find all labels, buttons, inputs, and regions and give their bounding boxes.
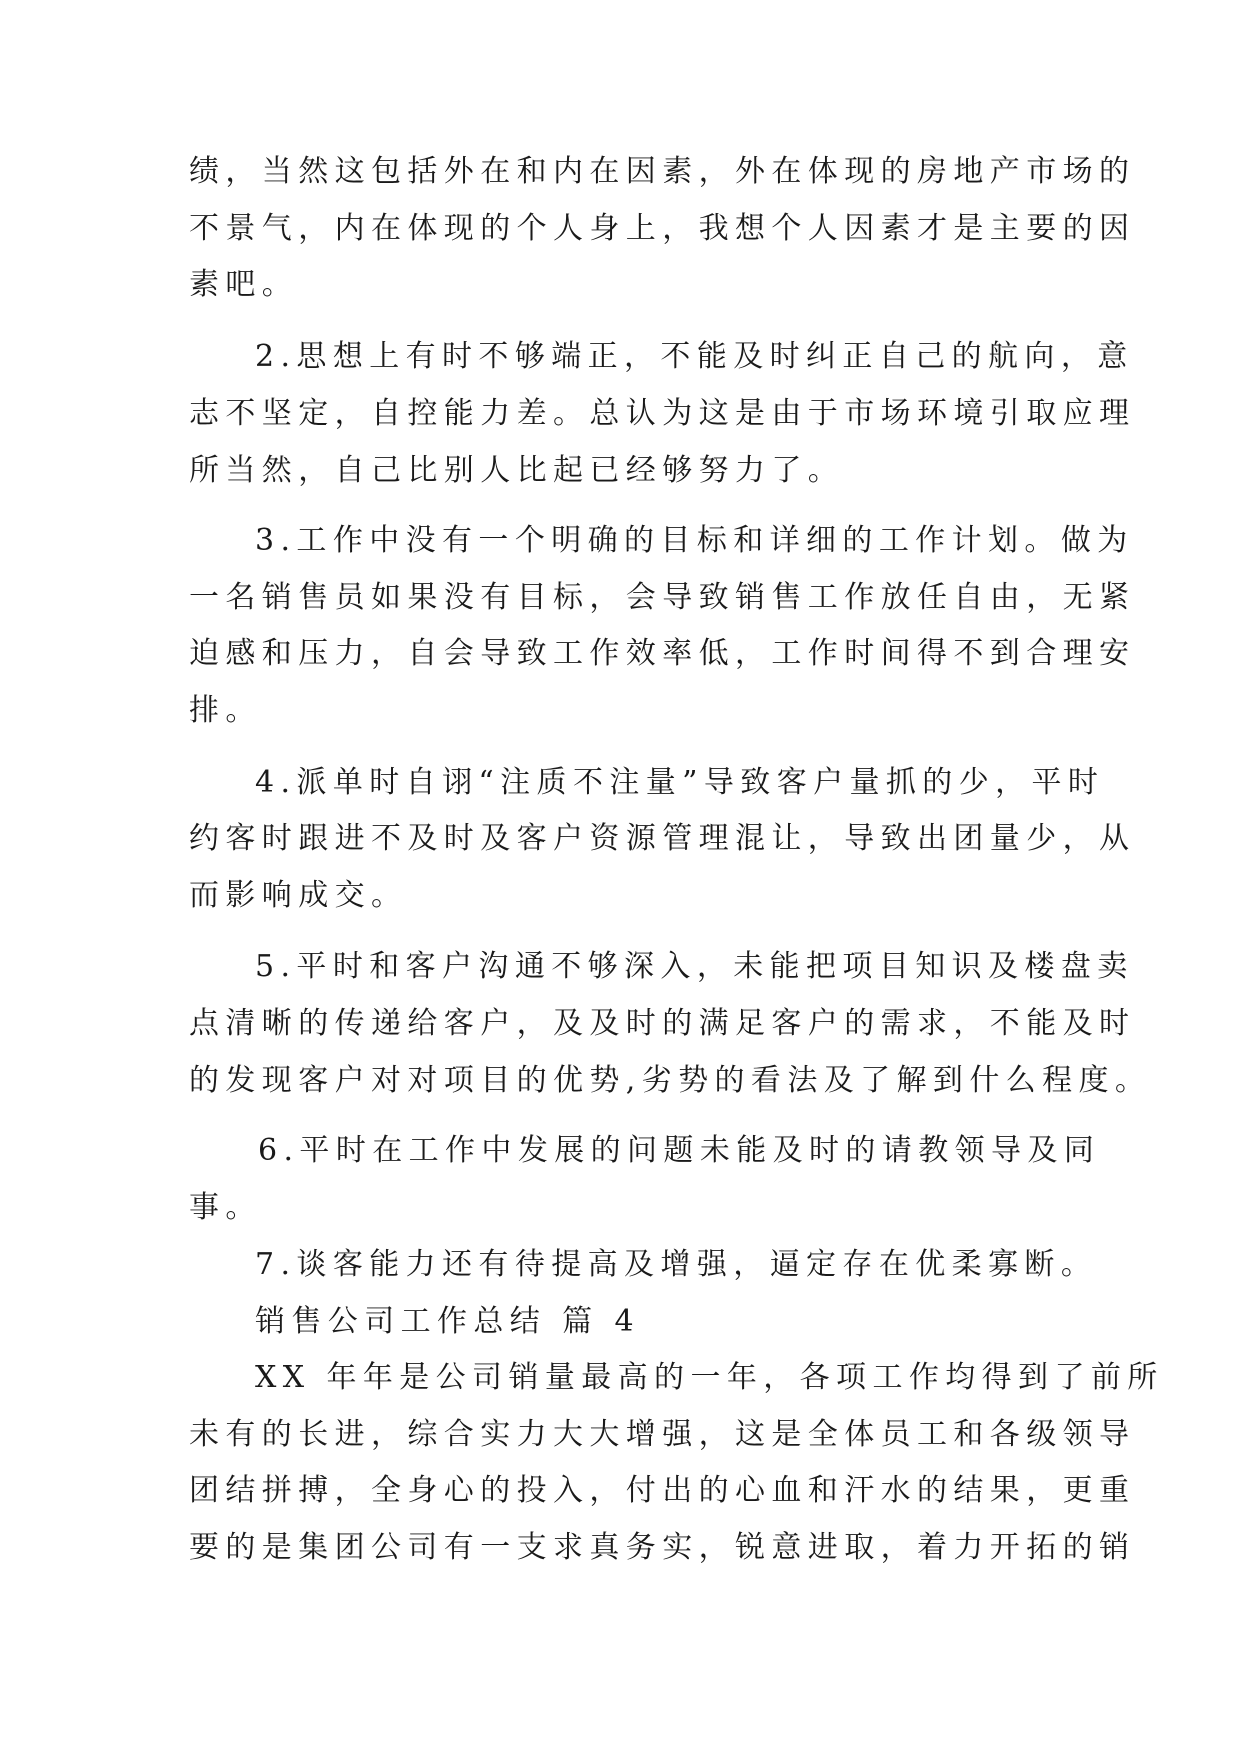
section-heading: 销售公司工作总结 篇 4 xyxy=(255,1304,640,1339)
numbered-item-5: 5.平时和客户沟通不够深入，未能把项目知识及楼盘卖 xyxy=(255,949,1134,984)
text-line: 排。 xyxy=(189,693,262,728)
text-line: 约客时跟进不及时及客户资源管理混让，导致出团量少，从 xyxy=(189,821,1136,856)
numbered-item-2: 2.思想上有时不够端正，不能及时纠正自己的航向，意 xyxy=(255,339,1134,374)
numbered-item-6: 6.平时在工作中发展的问题未能及时的请教领导及同 xyxy=(258,1133,1101,1168)
text-line: 志不坚定，自控能力差。总认为这是由于市场环境引取应理 xyxy=(189,396,1136,431)
text-line: 不景气，内在体现的个人身上，我想个人因素才是主要的因 xyxy=(189,211,1136,246)
text-line: 一名销售员如果没有目标，会导致销售工作放任自由，无紧 xyxy=(189,580,1136,615)
text-line: 要的是集团公司有一支求真务实，锐意进取，着力开拓的销 xyxy=(189,1530,1136,1565)
text-line: 所当然，自己比别人比起已经够努力了。 xyxy=(189,453,845,488)
text-line: 的发现客户对对项目的优势,劣势的看法及了解到什么程度。 xyxy=(189,1063,1152,1098)
numbered-item-7: 7.谈客能力还有待提高及增强，逼定存在优柔寡断。 xyxy=(255,1247,1098,1282)
text-line: 迫感和压力，自会导致工作效率低，工作时间得不到合理安 xyxy=(189,636,1136,671)
numbered-item-3: 3.工作中没有一个明确的目标和详细的工作计划。做为 xyxy=(255,523,1134,558)
text-line: 而影响成交。 xyxy=(189,878,408,913)
text-line: 团结拼搏，全身心的投入，付出的心血和汗水的结果，更重 xyxy=(189,1473,1136,1508)
text-line: 未有的长进，综合实力大大增强，这是全体员工和各级领导 xyxy=(189,1417,1136,1452)
text-line: 绩，当然这包括外在和内在因素，外在体现的房地产市场的 xyxy=(189,154,1136,189)
text-line: 点清晰的传递给客户，及及时的满足客户的需求，不能及时 xyxy=(189,1006,1136,1041)
text-line: 素吧。 xyxy=(189,267,299,302)
text-line: 事。 xyxy=(189,1190,262,1225)
numbered-item-4: 4.派单时自诩“注质不注量”导致客户量抓的少，平时 xyxy=(255,765,1105,800)
paragraph-start: XX 年年是公司销量最高的一年，各项工作均得到了前所 xyxy=(255,1360,1164,1395)
